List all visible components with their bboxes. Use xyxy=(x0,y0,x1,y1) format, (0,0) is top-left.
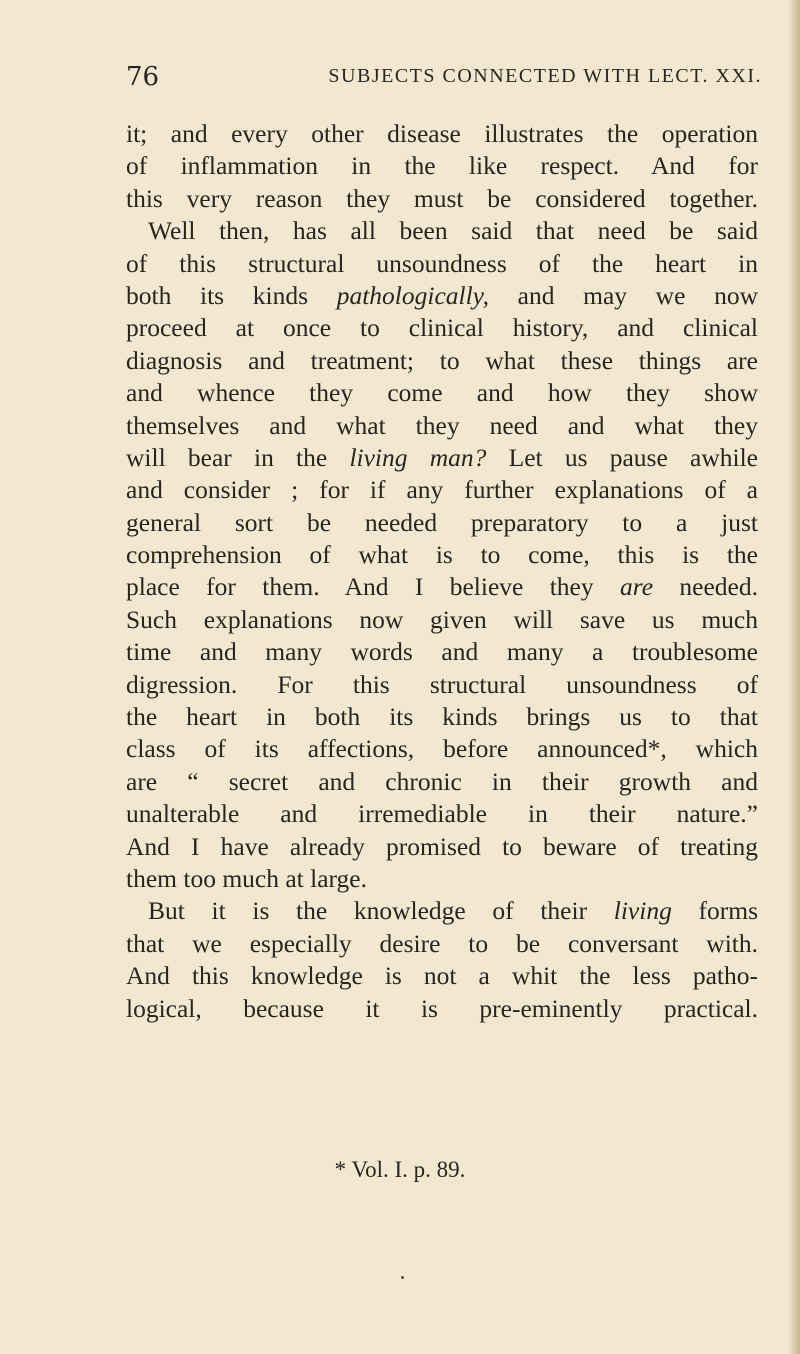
text-line: class of its affections, before announced*, which xyxy=(126,734,758,764)
text-line: diagnosis and treatment; to what these things are xyxy=(126,345,758,375)
running-header xyxy=(126,62,762,96)
text-line: digression. For this structural unsoundness of xyxy=(126,669,758,699)
text-line: them too much at large. xyxy=(126,863,368,893)
running-title: SUBJECTS CONNECTED WITH LECT. XXI. xyxy=(328,65,762,87)
text-line: Well then, has all been said that need be said xyxy=(148,216,758,246)
text-line: and consider ; for if any further explanations of a xyxy=(126,475,758,505)
text-line: general sort be needed preparatory to a just xyxy=(126,507,758,537)
text-line: logical, because it is pre-eminently practical. xyxy=(126,993,758,1023)
text-line: this very reason they must be considered together. xyxy=(126,183,758,213)
text-line: and whence they come and how they show xyxy=(126,378,758,408)
text-line: And I have already promised to beware of treating xyxy=(126,831,758,861)
body-text xyxy=(126,118,758,1025)
text-line: will bear in the living man? Let us pause awhile xyxy=(126,442,758,472)
text-line: the heart in both its kinds brings us to that xyxy=(126,702,758,732)
text-line: But it is the knowledge of their living forms xyxy=(148,896,758,926)
text-line: Such explanations now given will save us much xyxy=(126,604,758,634)
text-line: themselves and what they need and what they xyxy=(126,410,758,440)
text-line: comprehension of what is to come, this is the xyxy=(126,540,758,570)
footnote: * Vol. I. p. 89. xyxy=(334,1157,466,1182)
text-line: of inflammation in the like respect. And for xyxy=(126,151,758,181)
page-number: 76 xyxy=(126,62,160,92)
text-line: of this structural unsoundness of the heart in xyxy=(126,248,758,278)
text-line: it; and every other disease illustrates the operation xyxy=(126,119,758,148)
text-line: unalterable and irremediable in their nature.” xyxy=(126,799,758,829)
text-line: proceed at once to clinical history, and clinical xyxy=(126,313,758,343)
text-line: are “ secret and chronic in their growth and xyxy=(126,766,758,796)
text-line: And this knowledge is not a whit the less patho- xyxy=(126,961,758,991)
page-edge xyxy=(788,0,800,1354)
text-line: that we especially desire to be conversant with. xyxy=(126,928,758,958)
text-line: time and many words and many a troublesome xyxy=(126,637,758,667)
text-line: place for them. And I believe they are needed. xyxy=(126,572,758,602)
text-line: both its kinds pathologically, and may we now xyxy=(126,280,758,310)
paper-speck xyxy=(401,1276,404,1279)
